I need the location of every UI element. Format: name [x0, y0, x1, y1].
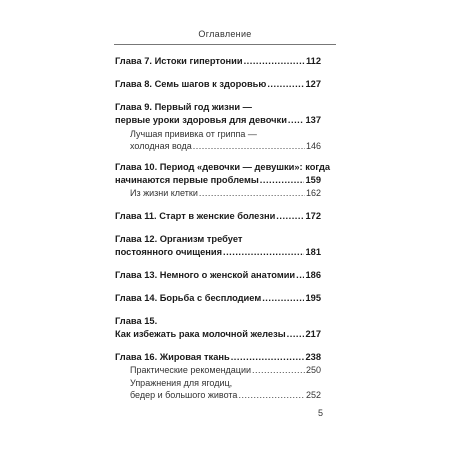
toc-subentry-page: 252 [305, 390, 321, 400]
toc-subentry-title: холодная вода [130, 141, 192, 151]
toc-entry-page: 137 [305, 115, 321, 125]
toc-subentry-flu [115, 128, 321, 152]
toc-entry-page: 195 [305, 293, 321, 303]
toc-entry-title: Глава 13. Немного о женской анатомии [115, 270, 296, 280]
dot-leader [276, 210, 304, 223]
dot-leader [288, 114, 305, 127]
toc-entry-page: 112 [306, 56, 321, 66]
toc-subentry-cell [115, 187, 321, 199]
toc-subentry-page: 146 [305, 141, 321, 151]
toc-entry-page: 127 [305, 79, 321, 89]
toc-entry-title-line: Глава 10. Период «девочки — девушки»: когда [115, 162, 331, 172]
toc-subentry-exercises [115, 377, 321, 401]
toc-entry-chapter-11 [115, 210, 321, 223]
dot-leader [238, 389, 305, 401]
toc-entry-title-line: Глава 9. Первый год жизни — [115, 102, 252, 112]
toc-entry-title: Глава 11. Старт в женские болезни [115, 211, 276, 221]
toc-entry-chapter-9 [115, 101, 321, 127]
table-of-contents [115, 55, 331, 401]
toc-subentry-recommendations [115, 364, 321, 376]
toc-entry-chapter-7 [115, 55, 321, 68]
toc-subentry-title: бедер и большого живота [130, 390, 238, 400]
toc-entry-title: Как избежать рака молочной железы [115, 329, 286, 339]
dot-leader [231, 351, 305, 364]
toc-entry-chapter-14 [115, 292, 321, 305]
toc-entry-chapter-13 [115, 269, 321, 282]
dot-leader [267, 78, 304, 91]
dot-leader [223, 246, 304, 259]
toc-entry-title: постоянного очищения [115, 247, 223, 257]
running-head: Оглавление [198, 29, 252, 39]
toc-entry-title-line: Глава 15. [115, 316, 158, 326]
dot-leader [199, 187, 305, 199]
toc-entry-chapter-8 [115, 78, 321, 91]
toc-entry-page: 217 [305, 329, 321, 339]
toc-subentry-title: Практические рекомендации [130, 365, 252, 375]
dot-leader [244, 55, 305, 68]
toc-entry-page: 238 [305, 352, 321, 362]
dot-leader [287, 328, 305, 341]
toc-subentry-page: 250 [305, 365, 321, 375]
toc-entry-chapter-12 [115, 233, 321, 259]
toc-entry-title-line: Глава 12. Организм требует [115, 234, 243, 244]
toc-entry-page: 159 [305, 175, 321, 185]
toc-entry-title: Глава 8. Семь шагов к здоровью [115, 79, 267, 89]
toc-entry-page: 181 [305, 247, 321, 257]
dot-leader [193, 140, 305, 152]
dot-leader [260, 174, 305, 187]
toc-entry-title: Глава 7. Истоки гипертонии [115, 56, 243, 66]
toc-entry-chapter-16 [115, 351, 321, 364]
toc-subentry-title-line: Лучшая прививка от гриппа — [130, 129, 257, 139]
toc-entry-title: первые уроки здоровья для девочки [115, 115, 287, 125]
page-number: 5 [318, 408, 324, 418]
toc-subentry-title-line: Упражнения для ягодиц, [130, 378, 233, 388]
toc-entry-page: 186 [305, 270, 321, 280]
toc-entry-title: Глава 16. Жировая ткань [115, 352, 230, 362]
toc-subentry-page: 162 [305, 188, 321, 198]
dot-leader [252, 364, 305, 376]
toc-entry-title: Глава 14. Борьба с бесплодием [115, 293, 262, 303]
toc-subentry-title: Из жизни клетки [130, 188, 198, 198]
dot-leader [296, 269, 304, 282]
dot-leader [262, 292, 304, 305]
toc-entry-chapter-10 [115, 161, 335, 187]
toc-entry-title: начинаются первые проблемы [115, 175, 259, 185]
toc-entry-chapter-15 [115, 315, 321, 341]
toc-entry-page: 172 [305, 211, 321, 221]
header-rule [114, 44, 336, 45]
